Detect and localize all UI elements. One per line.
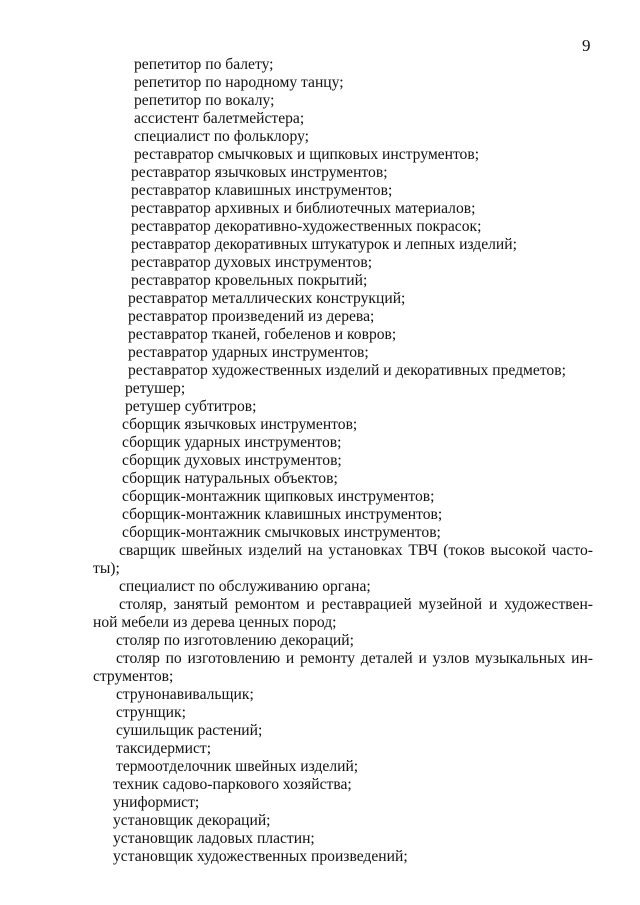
list-item: сборщик-монтажник смычковых инструментов; [122, 524, 441, 541]
list-item: реставратор декоративно-художественных покрасок; [131, 218, 482, 235]
list-item: таксидермист; [116, 740, 212, 757]
list-item: репетитор по народному танцу; [134, 74, 344, 91]
list-item-continuation: струментов; [93, 668, 174, 685]
list-item: реставратор архивных и библиотечных материалов; [131, 200, 476, 217]
list-item: ретушер субтитров; [125, 398, 257, 415]
list-item: униформист; [113, 794, 200, 811]
list-item: столяр по изготовлению и ремонту деталей и узлов музыкальных ин- [116, 650, 593, 667]
list-item: реставратор язычковых инструментов; [131, 164, 388, 181]
list-item-continuation: ной мебели из дерева ценных пород; [93, 614, 337, 631]
list-item: установщик ладовых пластин; [113, 830, 315, 847]
list-item: термоотделочник швейных изделий; [116, 758, 359, 775]
list-item: сборщик ударных инструментов; [122, 434, 342, 451]
list-item: репетитор по вокалу; [134, 92, 275, 109]
list-item: реставратор духовых инструментов; [131, 254, 373, 271]
list-item: реставратор металлических конструкций; [128, 290, 406, 307]
list-item: реставратор ударных инструментов; [128, 344, 369, 361]
list-item: реставратор произведений из дерева; [128, 308, 375, 325]
list-item: реставратор клавишных инструментов; [131, 182, 393, 199]
list-item: сборщик натуральных объектов; [122, 470, 338, 487]
list-item: установщик декораций; [113, 812, 271, 829]
page-number: 9 [582, 36, 591, 55]
list-item: сборщик язычковых инструментов; [122, 416, 358, 433]
list-item: ассистент балетмейстера; [134, 110, 305, 127]
list-item: струнщик; [116, 704, 186, 721]
list-item: установщик художественных произведений; [113, 848, 408, 865]
list-item: ретушер; [125, 380, 186, 397]
list-item-continuation: ты); [93, 560, 120, 577]
list-item: столяр по изготовлению декораций; [116, 632, 354, 649]
list-item: реставратор кровельных покрытий; [131, 272, 368, 289]
list-item: струнонавивальщик; [116, 686, 254, 703]
list-item: сварщик швейных изделий на установках ТВЧ (токов высокой часто- [119, 542, 593, 559]
list-item: столяр, занятый ремонтом и реставрацией музейной и художествен- [119, 596, 593, 613]
list-item: сборщик-монтажник щипковых инструментов; [122, 488, 435, 505]
list-item: специалист по фольклору; [134, 128, 309, 145]
list-item: сушильщик растений; [116, 722, 263, 739]
list-item: репетитор по балету; [134, 56, 274, 73]
list-item: сборщик духовых инструментов; [122, 452, 342, 469]
list-item: реставратор художественных изделий и декоративных предметов; [128, 362, 566, 379]
list-item: реставратор смычковых и щипковых инструментов; [134, 146, 480, 163]
list-item: сборщик-монтажник клавишных инструментов; [122, 506, 443, 523]
list-item: специалист по обслуживанию органа; [119, 578, 371, 595]
list-item: реставратор декоративных штукатурок и лепных изделий; [131, 236, 517, 253]
document-body [93, 56, 593, 866]
list-item: техник садово-паркового хозяйства; [113, 776, 352, 793]
list-item: реставратор тканей, гобеленов и ковров; [128, 326, 397, 343]
